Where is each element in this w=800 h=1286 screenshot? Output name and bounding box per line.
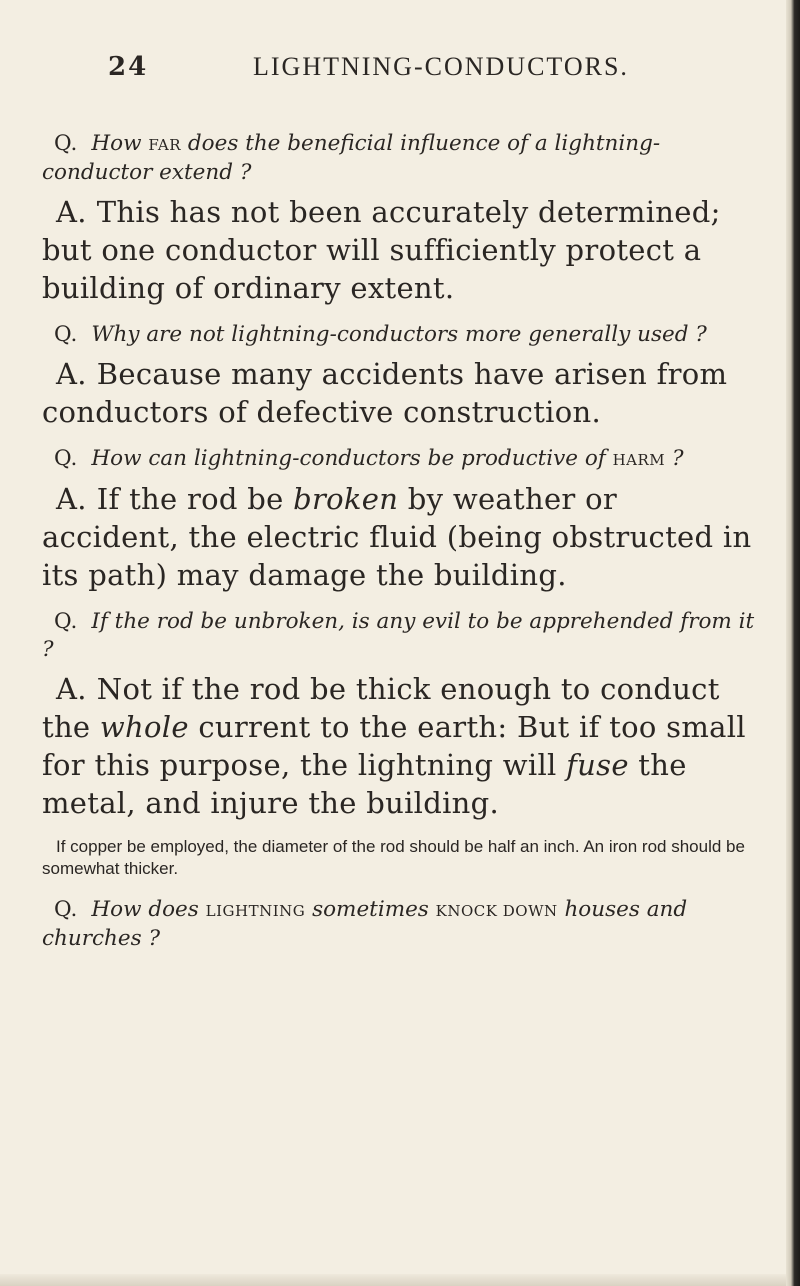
page-edge [786, 0, 800, 1286]
answer-label: A. [56, 357, 87, 391]
answer-text: current to the earth: But if too small for this purpose, the lightning will [42, 710, 746, 782]
question-text: If the rod be unbroken, is any evil to be apprehended from it ? [42, 609, 755, 662]
answer-text: This has not been accurately determined; but one conductor will sufficiently protect a building of ordinary extent. [42, 195, 721, 305]
question-text: How does [91, 897, 206, 922]
footnote: If copper be employed, the diameter of the rod should be half an inch. An iron rod should be somewhat thicker. [42, 837, 745, 878]
answer-3 [42, 480, 762, 594]
answer-text: the metal, and injure the building. [42, 748, 687, 820]
question-text: How can lightning-conductors be productive of [91, 446, 613, 471]
question-label: Q. [54, 322, 78, 347]
emphasis-word: whole [99, 710, 189, 744]
question-text: sometimes [305, 897, 436, 922]
question-text: How [91, 131, 149, 156]
question-text: does the beneficial influence of a lightning-conductor extend ? [42, 131, 661, 185]
question-label: Q. [54, 609, 78, 634]
question-label: Q. [54, 131, 78, 156]
answer-text: by weather or accident, the electric fluid (being obstructed in its path) may damage the building. [42, 482, 752, 592]
small-caps-word: KNOCK DOWN [435, 902, 558, 920]
question-text: houses and churches ? [42, 897, 688, 951]
small-caps-word: LIGHTNING [205, 902, 306, 920]
answer-label: A. [56, 672, 87, 706]
page-bottom-edge [0, 1274, 786, 1286]
answer-text: Because many accidents have arisen from conductors of defective construction. [42, 357, 728, 429]
question-label: Q. [54, 897, 78, 922]
question-2 [42, 321, 762, 349]
emphasis-word: fuse [566, 748, 629, 782]
question-3 [42, 445, 762, 474]
small-caps-word: HARM [612, 451, 666, 469]
question-text: ? [665, 446, 684, 471]
answer-label: A. [56, 195, 87, 229]
answer-text: Not if the rod be thick enough to conduct the [42, 672, 720, 744]
question-1 [42, 130, 762, 187]
running-title: LIGHTNING-CONDUCTORS. [253, 52, 629, 81]
emphasis-word: broken [293, 482, 399, 516]
answer-2 [42, 355, 762, 431]
answer-label: A. [56, 482, 87, 516]
question-5 [42, 896, 762, 953]
page-body [42, 130, 762, 959]
answer-1 [42, 193, 762, 307]
question-text: Why are not lightning-conductors more generally used ? [91, 322, 707, 347]
small-caps-word: FAR [148, 136, 182, 154]
answer-text: If the rod be [96, 482, 294, 516]
question-4 [42, 608, 762, 664]
answer-4 [42, 670, 762, 822]
page-number: 24 [108, 52, 149, 82]
question-label: Q. [54, 446, 78, 471]
